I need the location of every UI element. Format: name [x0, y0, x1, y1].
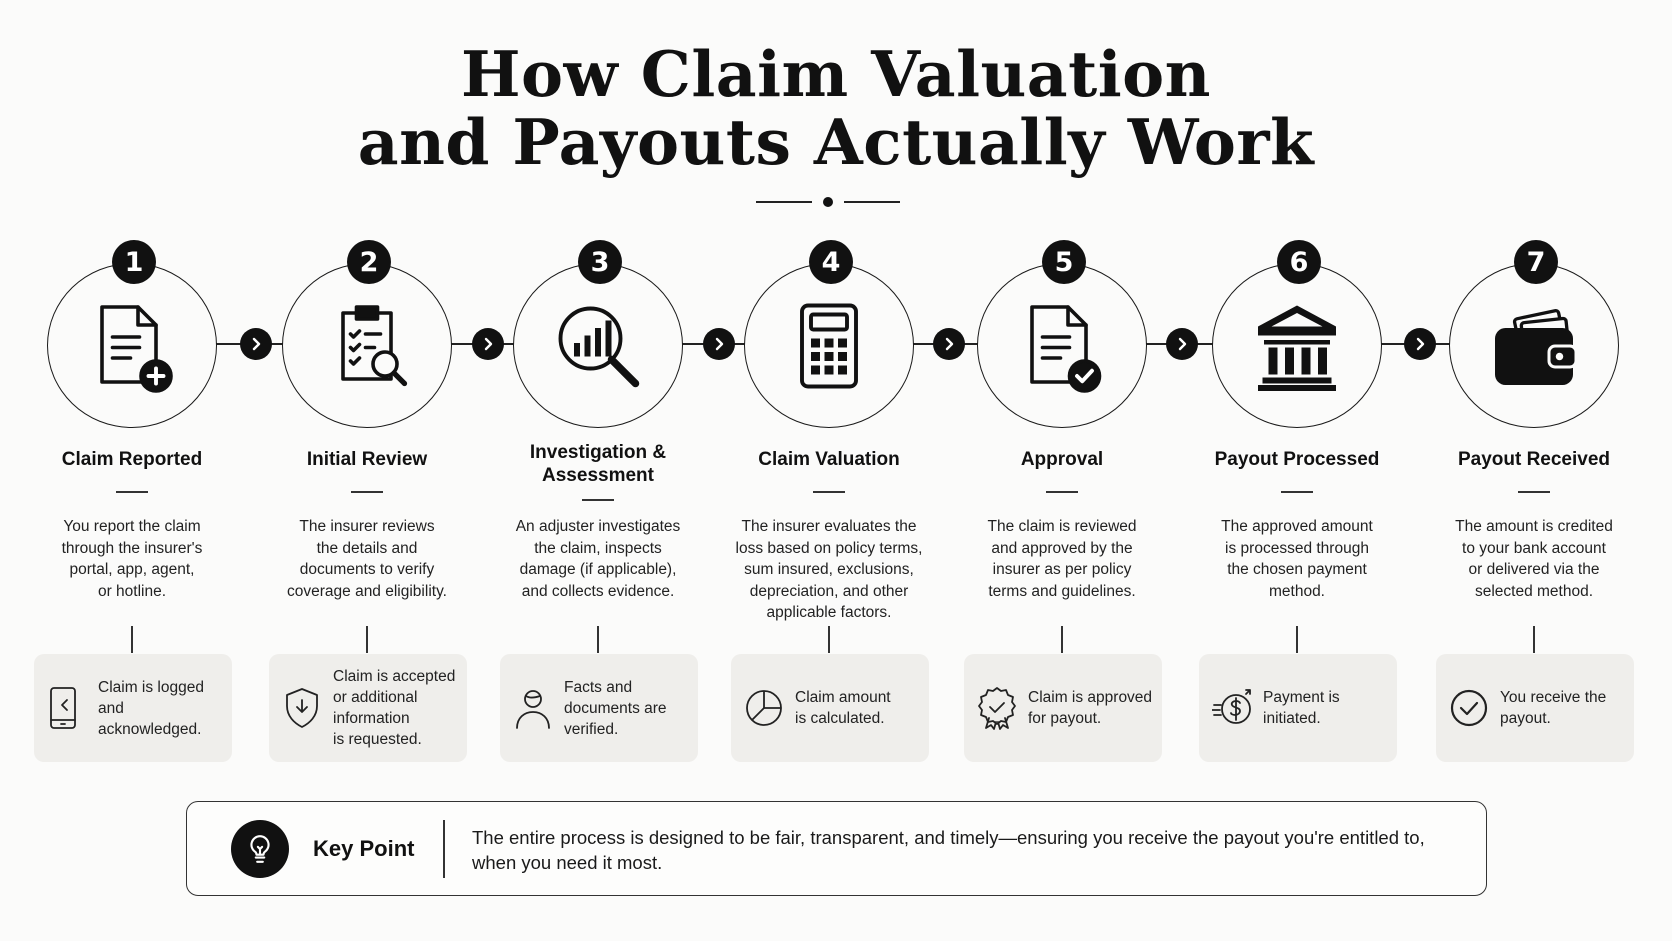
step-title-text: Payout Processed [1214, 449, 1380, 470]
chevron-right-icon [240, 328, 272, 360]
chevron-right-icon [472, 328, 504, 360]
step-description-line: portal, app, agent, [69, 561, 195, 578]
bank-icon [1249, 298, 1345, 394]
step-title-text: Payout Received [1457, 449, 1611, 470]
step-card-text-line: Payment is [1263, 689, 1340, 706]
step-card-text [1500, 687, 1606, 729]
step-description-line: You report the claim [63, 518, 201, 535]
step-title [15, 448, 249, 471]
step-number-badge: 4 [809, 240, 853, 284]
step-outcome-card [1199, 654, 1397, 762]
chevron-right-icon [933, 328, 965, 360]
key-point-box [186, 801, 1487, 896]
step-outcome-card [964, 654, 1162, 762]
step-description-line: coverage and eligibility. [287, 582, 447, 600]
step-card-text-line: You receive the [1500, 689, 1607, 706]
step-icon-circle [1212, 263, 1382, 428]
step-description [1182, 516, 1412, 602]
step-description [252, 516, 482, 602]
step-description-line: The insurer evaluates the [741, 518, 917, 535]
step-description-line: the details and [316, 539, 418, 557]
step-card-text-line: Claim is accepted [333, 668, 456, 685]
step-card-text [1263, 687, 1340, 729]
title-divider [756, 196, 900, 208]
step-card-text-line: or additional [333, 689, 418, 706]
step-card-connector [1296, 626, 1298, 653]
step-description-line: The approved amount [1221, 518, 1373, 535]
step-title [481, 441, 715, 487]
shield-download-icon [281, 684, 323, 732]
step-outcome-card [269, 654, 467, 762]
step-description-line: sum insured, exclusions, [744, 561, 914, 578]
step-description-line: through the insurer's [61, 539, 203, 557]
step-card-text-line: for payout. [1028, 710, 1102, 727]
step-card-text-line: information [333, 710, 410, 727]
step-description-line: The claim is reviewed [987, 518, 1137, 535]
step-description-line: the chosen payment [1227, 561, 1367, 578]
step-description [947, 516, 1177, 602]
step-description-line: or hotline. [97, 582, 167, 600]
clipboard-search-icon [319, 298, 415, 394]
step-card-text-line: Claim amount [795, 689, 891, 706]
step-number-badge: 2 [347, 240, 391, 284]
step-icon-circle [47, 263, 217, 428]
step-number-badge: 7 [1514, 240, 1558, 284]
step-icon-circle [1449, 263, 1619, 428]
step-card-connector [1061, 626, 1063, 653]
step-card-connector [1533, 626, 1535, 653]
step-icon-circle [977, 263, 1147, 428]
key-point-text-line: The entire process is designed to be fair, transparent, and timely—ensuring you receive the payout you're entitled to, [472, 827, 1425, 848]
step-description [17, 516, 247, 602]
step-description-line: documents to verify [299, 561, 435, 578]
step-card-text-line: and acknowledged. [98, 699, 202, 738]
step-card-text-line: Claim is approved [1028, 689, 1153, 706]
title-line-1: How Claim Valuation [461, 37, 1211, 111]
step-outcome-card [1436, 654, 1634, 762]
step-icon-circle [744, 263, 914, 428]
step-card-text-line: verified. [564, 720, 619, 738]
step-title-rule [1281, 491, 1313, 493]
step-description-line: and collects evidence. [521, 582, 675, 600]
chevron-right-icon [703, 328, 735, 360]
magnifier-chart-icon [550, 298, 646, 394]
document-plus-icon [84, 298, 180, 394]
step-title-rule [582, 499, 614, 501]
step-title-text: Initial Review [306, 449, 428, 470]
step-description-line: terms and guidelines. [988, 582, 1136, 600]
page-title [0, 37, 1672, 179]
document-check-icon [1014, 298, 1110, 394]
step-title [1417, 448, 1651, 471]
step-description-line: An adjuster investigates [515, 518, 681, 535]
step-title-text: Claim Reported [61, 449, 203, 470]
step-number-badge: 5 [1042, 240, 1086, 284]
step-outcome-card [34, 654, 232, 762]
step-title-text: Claim Valuation [758, 449, 900, 470]
step-number-badge: 6 [1277, 240, 1321, 284]
step-title-rule [116, 491, 148, 493]
title-line-2: and Payouts Actually Work [357, 105, 1315, 179]
step-description-line: or delivered via the [1468, 561, 1600, 578]
step-title-text: Investigation & Assessment [529, 442, 667, 486]
lightbulb-icon [231, 820, 289, 878]
pie-chart-icon [743, 684, 785, 732]
step-title [945, 448, 1179, 471]
chevron-right-icon [1404, 328, 1436, 360]
key-point-label: Key Point [313, 836, 415, 861]
calculator-icon [781, 298, 877, 394]
step-card-connector [828, 626, 830, 653]
step-description-line: method. [1268, 582, 1325, 600]
step-card-text [1028, 687, 1152, 729]
step-card-text-line: documents are [564, 699, 667, 717]
step-card-text [98, 677, 226, 740]
step-card-text-line: is requested. [333, 731, 422, 748]
step-card-connector [597, 626, 599, 653]
step-description [483, 516, 713, 602]
person-icon [512, 684, 554, 732]
step-description-line: to your bank account [1462, 539, 1606, 557]
step-icon-circle [513, 263, 683, 428]
step-description-line: the claim, inspects [534, 539, 662, 557]
key-point-text [472, 825, 1462, 875]
check-circle-icon [1448, 684, 1490, 732]
step-title-rule [1518, 491, 1550, 493]
step-number-badge: 3 [578, 240, 622, 284]
step-title [712, 448, 946, 471]
step-description-line: selected method. [1474, 582, 1594, 600]
step-title-rule [1046, 491, 1078, 493]
step-card-text-line: initiated. [1263, 710, 1321, 727]
step-title [1180, 448, 1414, 471]
chevron-right-icon [1166, 328, 1198, 360]
step-card-text-line: payout. [1500, 710, 1551, 727]
step-title-text: Approval [1020, 449, 1104, 470]
step-description-line: The insurer reviews [299, 518, 435, 535]
step-card-text-line: Claim is logged [98, 678, 204, 696]
key-point-separator [443, 820, 445, 878]
step-card-text [795, 687, 891, 729]
dollar-coin-icon [1211, 684, 1253, 732]
step-card-connector [366, 626, 368, 653]
step-description-line: damage (if applicable), [519, 561, 677, 578]
step-description [714, 516, 944, 624]
step-description-line: loss based on policy terms, [735, 539, 923, 557]
step-description [1419, 516, 1649, 602]
step-card-text [333, 666, 455, 750]
step-outcome-card [500, 654, 698, 762]
step-card-text-line: Facts and [564, 678, 633, 696]
step-description-line: applicable factors. [766, 604, 892, 621]
step-card-connector [131, 626, 133, 653]
step-outcome-card [731, 654, 929, 762]
step-description-line: and approved by the [991, 539, 1133, 557]
badge-check-icon [976, 684, 1018, 732]
step-description-line: is processed through [1225, 539, 1369, 557]
step-card-text-line: is calculated. [795, 710, 885, 727]
step-description-line: The amount is credited [1455, 518, 1613, 535]
key-point-text-line: when you need it most. [472, 852, 663, 873]
step-icon-circle [282, 263, 452, 428]
step-card-text [564, 677, 667, 740]
step-number-badge: 1 [112, 240, 156, 284]
step-description-line: insurer as per policy [992, 561, 1132, 578]
wallet-icon [1486, 298, 1582, 394]
step-title [250, 448, 484, 471]
step-description-line: depreciation, and other [749, 582, 909, 600]
step-title-rule [351, 491, 383, 493]
step-title-rule [813, 491, 845, 493]
smartphone-icon [46, 684, 88, 732]
